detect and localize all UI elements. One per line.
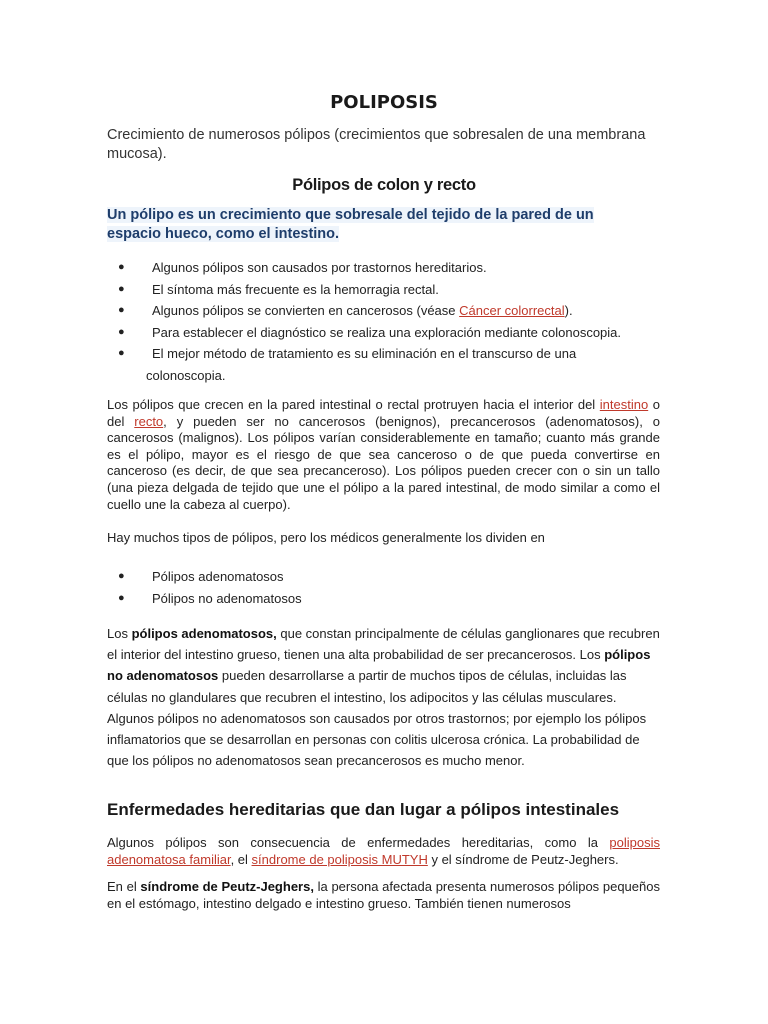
bullet-icon: ● bbox=[118, 261, 125, 273]
bullet-icon: ● bbox=[118, 304, 125, 316]
list-item bbox=[118, 322, 658, 344]
section-subtitle: Pólipos de colon y recto bbox=[292, 176, 476, 194]
list-item-text: Para establecer el diagnóstico se realiza una exploración mediante colonoscopia. bbox=[152, 324, 622, 340]
polyp-description-paragraph bbox=[107, 397, 660, 513]
list-item bbox=[118, 566, 658, 588]
list-item bbox=[118, 257, 658, 279]
bold-term: síndrome de Peutz-Jeghers, bbox=[140, 879, 314, 894]
callout-text: Un pólipo es un crecimiento que sobresale del tejido de la pared de un espacio hueco, como el intestino. bbox=[107, 207, 594, 242]
list-item-text: Pólipos no adenomatosos bbox=[152, 590, 302, 606]
paragraph-text: , y pueden ser no cancerosos (benignos), precancerosos (adenomatosos), o cancerosos (malignos). Los pólipos varían considerablemente en tamaño; cuanto más grande es el pólipo, mayor es el riesgo de que sea canceroso o de que pueda convertirse en canceroso (es decir, de que sea precanceroso). Los pólipos pueden crecer con o sin un tallo (una pieza delgada de tejido que une el pólipo a la pared intestinal, de modo similar a como el cuello une la cabeza al cuerpo). bbox=[107, 413, 660, 512]
paragraph-text: la persona afectada presenta numerosos pólipos pequeños en el estómago, intestino delgado e intestino grueso. También tienen numerosos bbox=[107, 879, 660, 911]
paragraph-text: que constan principalmente de células ganglionares que recubren el interior del intestino grueso, tienen una alta probabilidad de ser precancerosos. Los bbox=[107, 626, 660, 663]
poliposis-adenomatosa-link[interactable]: poliposis adenomatosa familiar bbox=[107, 835, 660, 867]
sindrome-mutyh-link[interactable]: síndrome de poliposis MUTYH bbox=[251, 851, 428, 867]
bullet-icon: ● bbox=[118, 591, 125, 604]
paragraph-text: Los pólipos que crecen en la pared intestinal o rectal protruyen hacia el interior del bbox=[107, 397, 600, 412]
types-intro-paragraph: Hay muchos tipos de pólipos, pero los médicos generalmente los dividen en bbox=[107, 530, 545, 545]
bullet-icon: ● bbox=[118, 570, 125, 582]
paragraph-text: Algunos pólipos son consecuencia de enfermedades hereditarias, como la bbox=[107, 835, 610, 850]
hereditary-paragraph bbox=[107, 835, 660, 868]
paragraph-text: En el bbox=[107, 879, 141, 894]
paragraph-text: , el bbox=[230, 851, 252, 867]
bullet-icon: ● bbox=[118, 347, 125, 359]
paragraph-text: y el síndrome de Peutz-Jeghers. bbox=[427, 851, 619, 867]
bold-term: pólipos adenomatosos, bbox=[131, 626, 277, 641]
polyp-types-list bbox=[118, 566, 658, 609]
key-points-list bbox=[118, 257, 658, 386]
list-item-text: Pólipos adenomatosos bbox=[152, 569, 284, 584]
bold-term: pólipos no adenomatosos bbox=[107, 647, 651, 684]
paragraph-text: pueden desarrollarse a partir de muchos tipos de células, incluidas las células no glandulares que recubren el intestino, los adipocitos y las células musculares. Algunos pólipos no adenomatosos son causados por otros trastornos; por ejemplo los pólipos inflamatorios que se desarrollan en personas con colitis ulcerosa crónica. La probabilidad de que los pólipos no adenomatosos sean precancerosos es mucho menor. bbox=[107, 668, 647, 769]
bullet-icon: ● bbox=[118, 325, 125, 338]
paragraph-text: Los bbox=[107, 626, 132, 641]
intestino-link[interactable]: intestino bbox=[599, 397, 649, 412]
list-item bbox=[118, 279, 658, 301]
list-item-text-continued: colonoscopia. bbox=[146, 367, 226, 383]
bullet-icon: ● bbox=[118, 282, 125, 295]
paragraph-text: o del bbox=[107, 397, 661, 429]
list-item-text-end: ). bbox=[564, 303, 573, 318]
list-item bbox=[118, 300, 658, 322]
hereditary-heading: Enfermedades hereditarias que dan lugar a pólipos intestinales bbox=[107, 800, 620, 819]
peutz-jeghers-paragraph bbox=[107, 879, 660, 912]
list-item-text: El mejor método de tratamiento es su eliminación en el transcurso de una bbox=[152, 346, 577, 361]
intro-paragraph: Crecimiento de numerosos pólipos (crecimientos que sobresalen de una membrana mucosa). bbox=[107, 127, 646, 162]
list-item-text: Algunos pólipos se convierten en cancerosos (véase bbox=[152, 303, 460, 318]
cancer-colorrectal-link[interactable]: Cáncer colorrectal bbox=[459, 303, 565, 318]
document-title: POLIPOSIS bbox=[330, 92, 438, 113]
polyp-types-paragraph bbox=[107, 623, 660, 771]
list-item bbox=[118, 343, 658, 386]
definition-callout bbox=[107, 206, 647, 244]
list-item-text: El síntoma más frecuente es la hemorragia rectal. bbox=[152, 281, 439, 297]
recto-link[interactable]: recto bbox=[134, 413, 164, 429]
list-item bbox=[118, 588, 658, 610]
list-item-text: Algunos pólipos son causados por trastornos hereditarios. bbox=[152, 260, 487, 275]
